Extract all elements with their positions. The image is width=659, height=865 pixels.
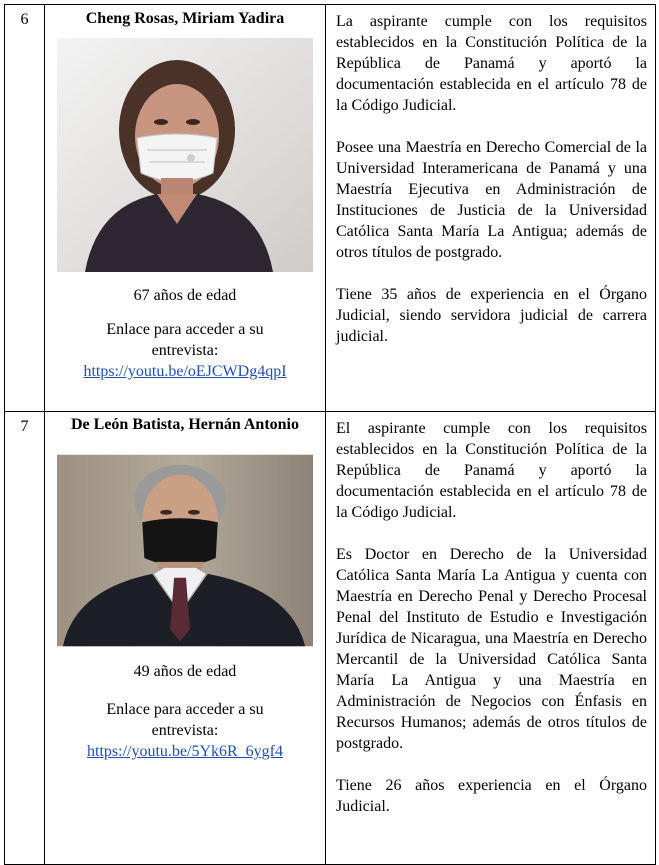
experience-paragraph: Tiene 26 años experiencia en el Órgano Judicial.: [336, 777, 647, 815]
interview-link[interactable]: https://youtu.be/oEJCWDg4qpI: [83, 363, 287, 380]
candidate-name: De León Batista, Hernán Antonio: [70, 416, 299, 433]
description-cell: [326, 412, 656, 865]
candidate-name: Cheng Rosas, Miriam Yadira: [85, 10, 285, 27]
candidate-age: 67 años de edad: [133, 287, 237, 304]
interview-link[interactable]: https://youtu.be/5Yk6R_6ygf4: [87, 743, 283, 760]
table-row: [5, 5, 656, 412]
description-cell: [326, 5, 656, 412]
table-row: [5, 412, 656, 865]
candidates-table: [4, 4, 656, 865]
candidate-cell: [45, 5, 326, 412]
education-paragraph: Posee una Maestría en Derecho Comercial de la Universidad Interamericana de Panamá y una Maestría Ejecutiva en Administración de Instituciones de Justicia de la Universidad Católica Santa María La Antigua; además de otros títulos de postgrado.: [336, 139, 647, 261]
row-number: 6: [5, 5, 45, 412]
candidate-cell: [45, 412, 326, 865]
candidate-photo-icon: [57, 38, 313, 272]
row-number: 7: [5, 412, 45, 865]
education-paragraph: Es Doctor en Derecho de la Universidad Católica Santa María La Antigua y cuenta con Maestría en Derecho Penal y Derecho Procesal Penal del Instituto de Estudio e Investigación Jurídica de Nicaragua, una Maestría en Derecho Mercantil de la Universidad Católica Santa María La Antigua y una Maestría en Administración de Negocios con Énfasis en Recursos Humanos; además de otros títulos de postgrado.: [336, 546, 647, 752]
requirements-paragraph: El aspirante cumple con los requisitos establecidos en la Constitución Política de la República de Panamá y aportó la documentación establecida en el artículo 78 de la Código Judicial.: [336, 420, 647, 521]
candidate-age: 49 años de edad: [133, 663, 237, 680]
interview-link-label: Enlace para acceder a su entrevista:: [106, 701, 264, 739]
candidate-photo-icon: [57, 454, 313, 647]
requirements-paragraph: La aspirante cumple con los requisitos establecidos en la Constitución Política de la República de Panamá y aportó la documentación establecida en el artículo 78 de la Código Judicial.: [336, 13, 647, 114]
experience-paragraph: Tiene 35 años de experiencia en el Órgano Judicial, siendo servidora judicial de carrera judicial.: [336, 286, 647, 345]
interview-link-label: Enlace para acceder a su entrevista:: [106, 321, 264, 359]
